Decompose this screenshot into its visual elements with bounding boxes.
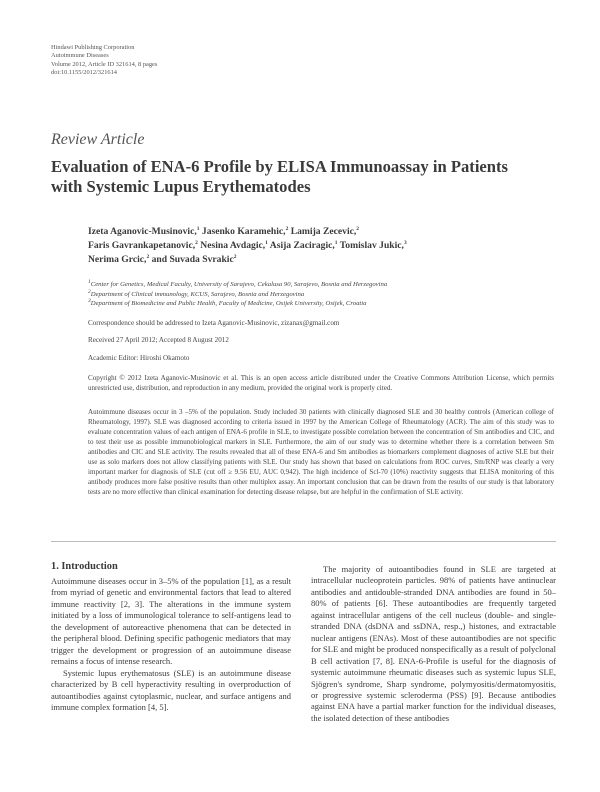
publisher: Hindawi Publishing Corporation	[51, 44, 135, 51]
author: Tomislav Jukic,$^3$	[339, 239, 407, 251]
author: Lamija Zecevic,$^2$	[290, 225, 360, 237]
abstract: Autoimmune diseases occur in 3 –5% of the population. Study included 30 patients with clinically diagnosed SLE and 30 healthy controls (American college of Rheumatology, 1997). SLE was diagnosed according to criteria issued in 1997 by the American College of Rheumatology (ACR). The aim of this study was to evaluate concentration values of each antigen of ENA-6 profile in SLE, to investigate possible correlation between the concentration of Sm antibodies and CIC, and to test their use as possible immunobiological markers in SLE. Furthermore, the aim of our study was to determine whether there is a correlation between Sm antibodies and CIC and SLE activity. The results revealed that all of these ENA-6 and Sm antibodies as biomarkers complement diagnoses of active SLE but their use as solo markers does not allow classifying patients with SLE. Our study has shown that based on calculations from ROC curves, Sm/RNP was clearly a very important marker for diagnosis of SLE (cut off ≥ 9.56 EU, AUC 0,942). The high incidence of Scl-70 (10%) reactivity suggests that ELISA monitoring of this antibody produces more false positive results than other multiplex assay. An important conclusion that can be drawn from the results of our study is that laboratory tests are no more effective than clinical examination for detecting disease relapse, but are helpful in the confirmation of SLE activity.	[88, 408, 554, 496]
journal-name: Autoimmune Diseases	[51, 52, 109, 60]
author: Faris Gavrankapetanovic,$^2$	[88, 239, 198, 251]
paragraph: The majority of autoantibodies found in SLE are targeted at intracellular nucleoprotein particles. 98% of patients have antinuclear antibodies and antidouble-stranded DNA antibodies are found in 50–80% of patients [6]. These autoantibodies are frequently targeted against intracellular antigens of the cell nucleus (double- and single- stranded DNA (dsDNA and ssDNA, resp.,) histones, and extractable nuclear antigens (ENAs). Most of these autoantibodies are not specific for SLE and might be produced nonspecifically as a result of polyclonal B cell activation [7, 8]. ENA-6-Profile is useful for the diagnosis of systemic autoimmune rheumatic diseases such as systemic lupus SLE, Sjögren's syndrome, Sharp syndrome, polymyositis/dermatomyositis, or progressive systemic scleroderma (PSS) [9]. Because antibodies against ENA have a partial marker function for the individual diseases, the isolated detection of these antibodies	[311, 564, 556, 723]
paragraph: Systemic lupus erythematosus (SLE) is an autoimmune disease characterized by B cell hyperactivity resulting in overproduction of autoantibodies against cytoplasmic, nuclear, and surface antigens and immune complex formation [4, 5].	[51, 667, 291, 712]
doi[interactable]: doi:10.1155/2012/321614	[51, 68, 117, 76]
author: Nerima Grcic,$^2$	[88, 253, 150, 265]
received-accepted-dates: Received 27 April 2012; Accepted 8 August 2012	[88, 336, 229, 344]
affiliation: $^2$Department of Clinical immunology, KCUS, Sarajevo, Bosnia and Herzegovina	[88, 288, 305, 298]
left-column	[51, 576, 291, 713]
author: Jasenko Karamehic,$^2$	[201, 225, 289, 237]
correspondence: Correspondence should be addressed to Izeta Aganovic-Musinovic, zizanax@gmail.com	[88, 319, 340, 327]
journal-header	[51, 44, 157, 77]
affiliations	[88, 280, 528, 309]
section-heading: 1. Introduction	[51, 561, 118, 572]
author: Nesina Avdagic,$^1$	[200, 239, 268, 251]
section-divider	[51, 541, 556, 542]
right-column	[311, 564, 556, 724]
author: and Suvada Svrakic$^2$	[151, 253, 237, 265]
affiliation: $^1$Center for Genetics, Medical Faculty, University of Sarajevo, Cekalusa 90, Sarajevo, Bosnia and Herzegovina	[88, 278, 388, 288]
author: Izeta Aganovic-Musinovic,$^1$	[88, 225, 200, 237]
copyright-notice: Copyright © 2012 Izeta Aganovic-Musinovic et al. This is an open access article distributed under the Creative Commons Attribution License, which permits unrestricted use, distribution, and reproduction in any medium, provided the original work is properly cited.	[88, 374, 554, 392]
article-title: Evaluation of ENA-6 Profile by ELISA Immunoassay in Patients with Systemic Lupus Erythematodes	[51, 157, 509, 196]
author: Asija Zaciragic,$^1$	[269, 239, 338, 251]
author-list	[88, 225, 528, 267]
article-type: Review Article	[51, 131, 145, 148]
affiliation: $^3$Department of Biomedicine and Public Health, Faculty of Medicine, Osijek University, Osijek, Croatia	[88, 297, 367, 307]
academic-editor: Academic Editor: Hiroshi Okamoto	[88, 354, 190, 362]
paragraph: Autoimmune diseases occur in 3–5% of the population [1], as a result from myriad of genetic and environmental factors that lead to altered immune reactivity [2, 3]. The alterations in the immune system initiated by a loss of immunological tolerance to self-antigens lead to the development of autoreactive phenomena that can be detected in the peripheral blood. Defining specific pathogenic mediators that may trigger the development or progression of an autoimmune disease remains a focus of intense research.	[51, 576, 291, 667]
volume-line: Volume 2012, Article ID 321614, 8 pages	[51, 60, 158, 68]
